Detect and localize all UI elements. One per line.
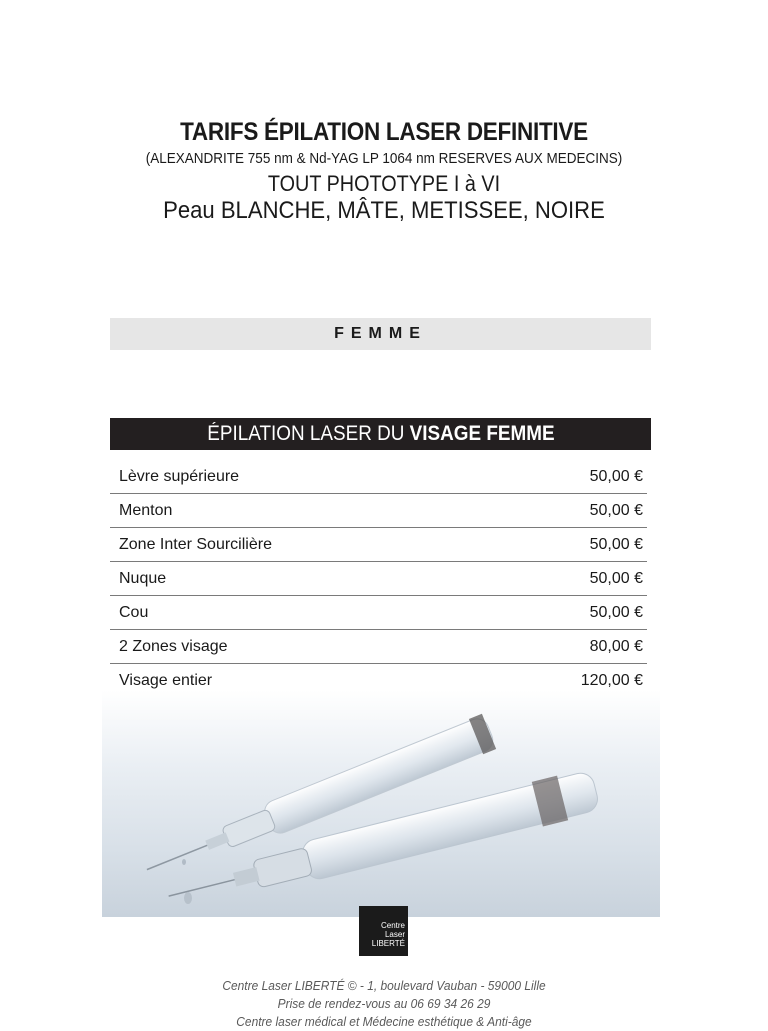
syringes-photo: [102, 690, 660, 917]
page-title: TARIFS ÉPILATION LASER DEFINITIVE: [180, 118, 588, 146]
phototype-line: TOUT PHOTOTYPE I à VI: [267, 171, 501, 196]
logo-line: LIBERTÉ: [371, 939, 405, 948]
zone-price: 80,00 €: [589, 638, 643, 655]
footer-address: Centre Laser LIBERTÉ © - 1, boulevard Vauban - 59000 Lille: [222, 978, 546, 993]
zone-price: 50,00 €: [589, 468, 643, 485]
price-row: [110, 494, 647, 528]
price-row: [110, 596, 647, 630]
zone-price: 120,00 €: [580, 672, 643, 689]
zone-price: 50,00 €: [589, 570, 643, 587]
zone-price: 50,00 €: [589, 536, 643, 553]
centre-laser-liberte-logo: [359, 906, 408, 956]
section-title-bold: VISAGE FEMME: [409, 422, 555, 445]
zone-label: Cou: [119, 604, 149, 621]
price-table: [110, 460, 647, 697]
zone-label: Zone Inter Sourcilière: [119, 536, 272, 553]
price-row: [110, 630, 647, 664]
logo-line: Centre: [380, 921, 405, 930]
price-row: [110, 460, 647, 494]
skin-types-line: Peau BLANCHE, MÂTE, METISSEE, NOIRE: [163, 197, 605, 224]
price-header: [0, 118, 768, 225]
price-row: [110, 528, 647, 562]
zone-label: Menton: [119, 502, 173, 519]
zone-label: Visage entier: [119, 672, 213, 689]
section-title-visage-femme: [110, 418, 651, 450]
zone-price: 50,00 €: [589, 604, 643, 621]
zone-label: Nuque: [119, 570, 167, 587]
footer-phone: Prise de rendez-vous au 06 69 34 26 29: [277, 996, 491, 1011]
footer-tagline: Centre laser médical et Médecine esthétique & Anti-âge: [236, 1014, 532, 1029]
logo-line: Laser: [384, 930, 405, 939]
price-row: [110, 562, 647, 596]
zone-label: Lèvre supérieure: [119, 468, 240, 485]
footer-contact: [0, 977, 768, 1031]
zone-label: 2 Zones visage: [119, 638, 228, 655]
laser-types-subtitle: (ALEXANDRITE 755 nm & Nd-YAG LP 1064 nm RESERVES AUX MEDECINS): [145, 150, 623, 167]
section-title-regular: ÉPILATION LASER DU: [206, 422, 410, 445]
gender-band-femme: FEMME: [110, 318, 651, 350]
zone-price: 50,00 €: [589, 502, 643, 519]
